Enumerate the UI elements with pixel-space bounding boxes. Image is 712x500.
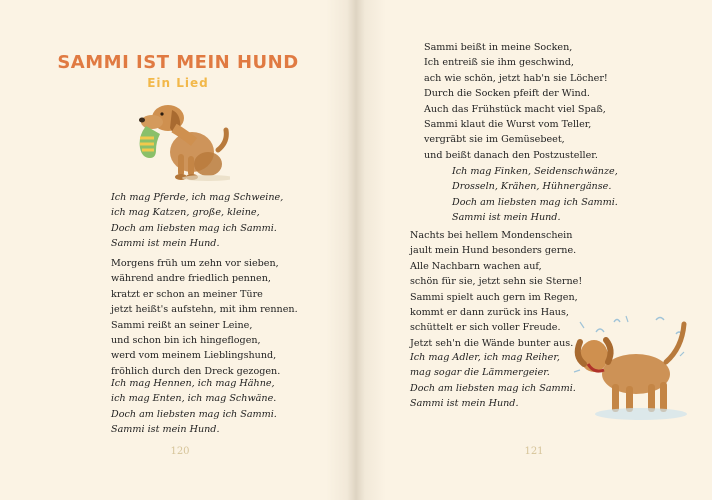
stanza <box>111 256 298 379</box>
verse-line: Doch am liebsten mag ich Sammi. <box>410 382 576 394</box>
verse-line: ach wie schön, jetzt hab'n sie Löcher! <box>424 72 608 84</box>
verse-line: jault mein Hund besonders gerne. <box>410 245 577 257</box>
page-number: 120 <box>170 446 190 457</box>
verse-line: Nachts bei hellem Mondenschein <box>410 230 573 241</box>
dog-shaking-illustration <box>566 312 692 422</box>
stanza <box>410 350 576 412</box>
verse-line: mag sogar die Lämmergeier. <box>410 367 550 379</box>
verse-line: Ich mag Adler, ich mag Reiher, <box>410 352 560 363</box>
stanza <box>410 228 582 351</box>
verse-line: Ich mag Pferde, ich mag Schweine, <box>111 192 284 203</box>
verse-line: Doch am liebsten mag ich Sammi. <box>111 222 277 234</box>
verse-line: Auch das Frühstück macht viel Spaß, <box>424 103 606 115</box>
verse-line: vergräbt sie im Gemüsebeet, <box>424 134 565 146</box>
verse-line: Doch am liebsten mag ich Sammi. <box>111 408 277 420</box>
stanza <box>424 40 608 163</box>
verse-line: Ich mag Finken, Seidenschwänze, <box>452 166 618 177</box>
verse-line: Sammi ist mein Hund. <box>452 212 561 224</box>
verse-line: und schon bin ich hingeflogen, <box>111 335 261 347</box>
verse-line: Ich mag Hennen, ich mag Hähne, <box>111 378 275 389</box>
verse-line: jetzt heißt's aufstehn, mit ihm rennen. <box>111 304 298 316</box>
verse-line: Jetzt seh'n die Wände bunter aus. <box>410 337 574 349</box>
verse-line: Sammi ist mein Hund. <box>111 238 220 250</box>
stanza <box>111 190 283 252</box>
verse-line: Sammi klaut die Wurst vom Teller, <box>424 119 592 131</box>
verse-line: kommt er dann zurück ins Haus, <box>410 307 569 319</box>
verse-line: Sammi reißt an seiner Leine, <box>111 319 253 331</box>
verse-line: werd vom meinem Lieblingshund, <box>111 350 277 362</box>
right-page <box>356 0 712 500</box>
verse-line: Drosseln, Krähen, Hühnergänse. <box>452 181 612 193</box>
verse-line: schön für sie, jetzt sehn sie Sterne! <box>410 276 583 288</box>
verse-line: Sammi spielt auch gern im Regen, <box>410 291 578 303</box>
verse-line: Ich entreiß sie ihm geschwind, <box>424 57 574 69</box>
verse-line: während andre friedlich pennen, <box>111 273 271 285</box>
verse-line: ich mag Enten, ich mag Schwäne. <box>111 393 277 405</box>
verse-line: Alle Nachbarn wachen auf, <box>410 260 542 272</box>
verse-line: und beißt danach den Postzusteller. <box>424 149 598 161</box>
dog-with-sock-illustration <box>118 92 230 182</box>
verse-line: Morgens früh um zehn vor sieben, <box>111 258 279 269</box>
verse-line: Sammi ist mein Hund. <box>111 424 220 436</box>
verse-line: Doch am liebsten mag ich Sammi. <box>452 196 618 208</box>
verse-line: fröhlich durch den Dreck gezogen. <box>111 365 281 377</box>
verse-line: kratzt er schon an meiner Türe <box>111 288 263 300</box>
verse-line: schüttelt er sich voller Freude. <box>410 322 561 334</box>
verse-line: Sammi beißt in meine Socken, <box>424 42 573 53</box>
verse-line: ich mag Katzen, große, kleine, <box>111 207 260 219</box>
verse-line: Sammi ist mein Hund. <box>410 398 519 410</box>
page-number: 121 <box>524 446 544 457</box>
stanza <box>452 164 618 226</box>
poem-title: SAMMI IST MEIN HUND <box>57 52 299 73</box>
stanza <box>111 376 277 438</box>
verse-line: Durch die Socken pfeift der Wind. <box>424 88 590 100</box>
poem-subtitle: Ein Lied <box>147 76 209 90</box>
